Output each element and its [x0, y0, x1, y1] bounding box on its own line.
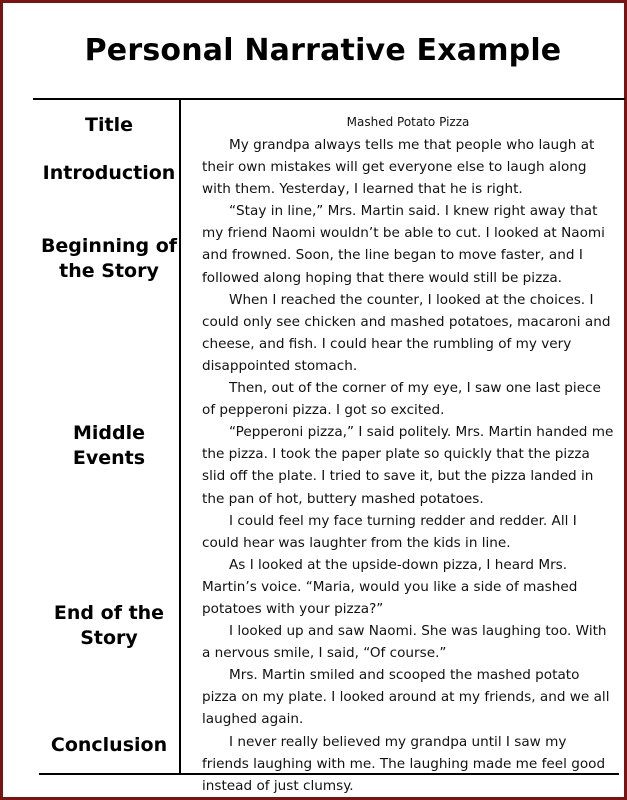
page-title: Personal Narrative Example — [84, 33, 562, 68]
story-title: Mashed Potato Pizza — [346, 115, 470, 129]
paragraph-mrs-martin-voice: As I looked at the upside-down pizza, I heard Mrs. Martin’s voice. “Maria, would you like a side of mashed potatoes with your pizza?” — [202, 556, 578, 617]
label-conclusion: Conclusion — [50, 734, 168, 756]
paragraph-beginning: “Stay in line,” Mrs. Martin said. I knew right away that my friend Naomi wouldn’t be able to cut. I looked at Naomi and frowned. Soon, the line began to move faster, and I followed along hoping that there would still be pizza. — [202, 203, 605, 286]
top-rule — [33, 98, 625, 100]
paragraph-introduction: My grandpa always tells me that people who laugh at their own mistakes will get everyone else to laugh along with them. Yesterday, I learned that he is right. — [202, 137, 595, 198]
label-title: Title — [85, 114, 133, 136]
paragraph-pizza-slide: “Pepperoni pizza,” I said politely. Mrs. Martin handed me the pizza. I took the paper plate so quickly that the pizza slid off the plate. I tried to save it, but the pizza landed in the pan of hot, buttery mashed potatoes. — [202, 424, 614, 507]
paragraph-naomi: I looked up and saw Naomi. She was laughing too. With a nervous smile, I said, “Of course.” — [202, 623, 607, 662]
label-introduction: Introduction — [42, 162, 176, 184]
story-text — [202, 113, 614, 797]
paragraph-conclusion: I never really believed my grandpa until I saw my friends laughing with me. The laughing made me feel good instead of just clumsy. — [202, 733, 606, 794]
paragraph-laughed-again: Mrs. Martin smiled and scooped the mashed potato pizza on my plate. I looked around at my friends, and we all laughed again. — [202, 667, 610, 728]
label-middle-events: Middle Events — [72, 422, 146, 469]
paragraph-counter: When I reached the counter, I looked at the choices. I could only see chicken and mashed potatoes, macaroni and cheese, and fish. I could hear the rumbling of my very disappointed stomach. — [202, 291, 611, 374]
paragraph-laughter: I could feel my face turning redder and redder. All I could hear was laughter from the kids in line. — [202, 512, 577, 551]
label-beginning-of-the-story: Beginning of the Story — [40, 235, 178, 282]
paragraph-pepperoni: Then, out of the corner of my eye, I saw one last piece of pepperoni pizza. I got so excited. — [202, 380, 601, 419]
label-end-of-the-story: End of the Story — [53, 602, 165, 649]
column-divider — [179, 98, 181, 775]
worksheet-page — [3, 3, 624, 797]
